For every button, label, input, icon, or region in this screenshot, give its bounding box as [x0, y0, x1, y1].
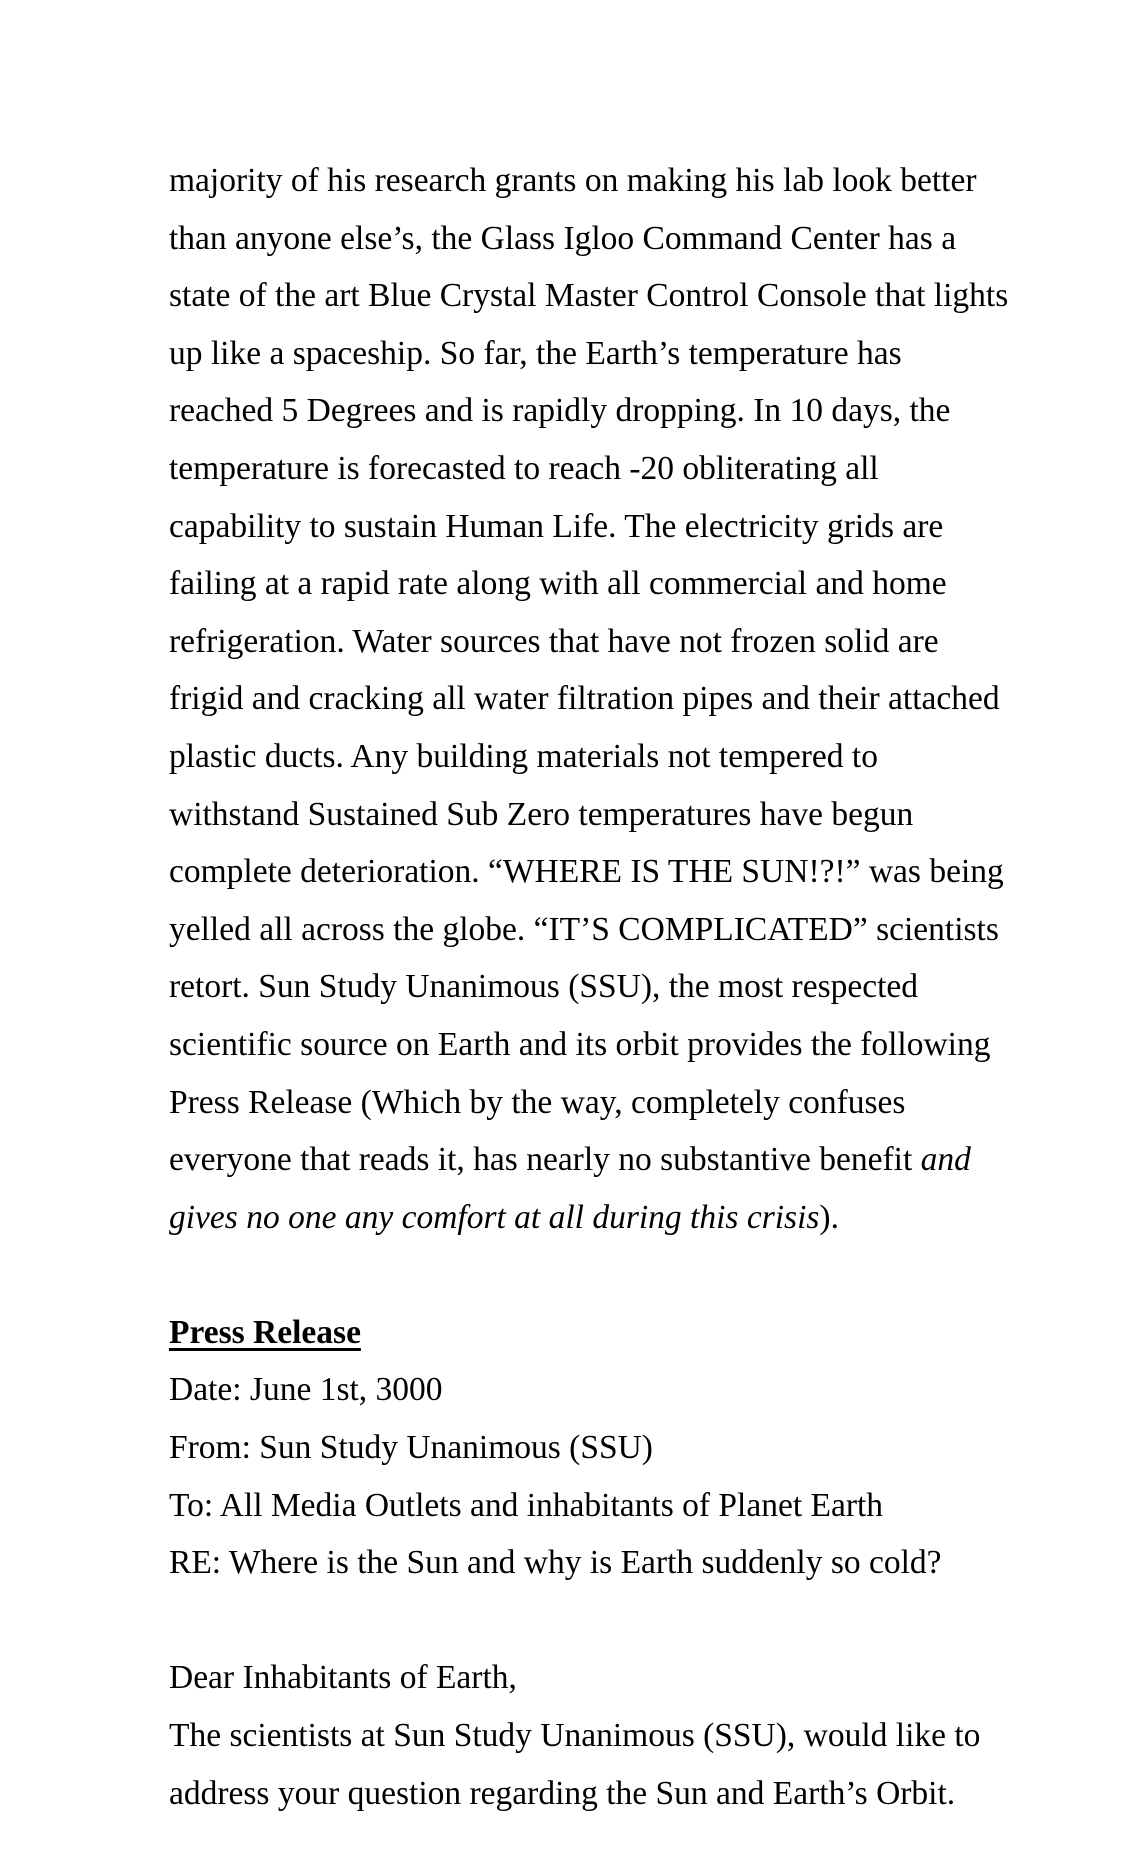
text-segment: failing at a rapid rate along with all commercial and home — [169, 565, 947, 603]
text-line — [169, 1246, 1029, 1304]
text-segment: up like a spaceship. So far, the Earth’s temperature has — [169, 334, 902, 372]
text-segment: everyone that reads it, has nearly no substantive benefit — [169, 1141, 921, 1179]
text-line — [169, 152, 1029, 210]
text-line — [169, 1304, 1029, 1362]
text-segment: address your question regarding the Sun and Earth’s Orbit. — [169, 1774, 956, 1812]
text-line — [169, 382, 1029, 440]
text-segment: state of the art Blue Crystal Master Control Console that lights — [169, 277, 1009, 315]
text-line — [169, 1707, 1029, 1765]
text-line — [169, 1016, 1029, 1074]
text-segment: scientific source on Earth and its orbit provides the following — [169, 1025, 991, 1063]
text-line — [169, 901, 1029, 959]
text-line — [169, 728, 1029, 786]
text-line — [169, 613, 1029, 671]
text-segment: Dear Inhabitants of Earth, — [169, 1659, 517, 1697]
text-segment: complete deterioration. “WHERE IS THE SUN!?!” was being — [169, 853, 1004, 891]
text-segment: temperature is forecasted to reach -20 obliterating all — [169, 449, 879, 487]
text-segment: The scientists at Sun Study Unanimous (SSU), would like to — [169, 1717, 981, 1755]
text-segment: plastic ducts. Any building materials not tempered to — [169, 737, 878, 775]
text-segment: gives no one any comfort at all during this crisis — [169, 1198, 820, 1236]
text-segment: Press Release — [169, 1313, 361, 1351]
text-segment: and — [920, 1141, 971, 1179]
text-line — [169, 1361, 1029, 1419]
text-line — [169, 958, 1029, 1016]
text-line — [169, 498, 1029, 556]
text-segment: capability to sustain Human Life. The electricity grids are — [169, 507, 944, 545]
text-segment: than anyone else’s, the Glass Igloo Command Center has a — [169, 219, 957, 257]
text-line — [169, 1534, 1029, 1592]
text-line — [169, 670, 1029, 728]
text-segment: frigid and cracking all water filtration pipes and their attached — [169, 680, 1000, 718]
text-segment: Press Release (Which by the way, completely confuses — [169, 1083, 906, 1121]
text-segment: majority of his research grants on making his lab look better — [169, 162, 977, 199]
text-line — [169, 1592, 1029, 1650]
text-line — [169, 267, 1029, 325]
text-segment: Date: June 1st, 3000 — [169, 1371, 443, 1409]
text-line — [169, 1765, 1029, 1823]
text-line — [169, 1074, 1029, 1132]
text-line — [169, 440, 1029, 498]
text-line — [169, 1131, 1029, 1189]
text-segment: RE: Where is the Sun and why is Earth suddenly so cold? — [169, 1544, 942, 1582]
text-line — [169, 1189, 1029, 1247]
text-segment: retort. Sun Study Unanimous (SSU), the most respected — [169, 968, 919, 1006]
text-segment: yelled all across the globe. “IT’S COMPLICATED” scientists — [169, 910, 999, 948]
text-line — [169, 555, 1029, 613]
text-line — [169, 325, 1029, 383]
text-line — [169, 1419, 1029, 1477]
text-segment: ). — [819, 1198, 839, 1236]
text-line — [169, 843, 1029, 901]
text-segment: withstand Sustained Sub Zero temperatures have begun — [169, 795, 914, 833]
text-segment: To: All Media Outlets and inhabitants of Planet Earth — [169, 1486, 884, 1524]
text-line — [169, 786, 1029, 844]
document-lines — [169, 152, 1029, 1822]
text-line — [169, 1477, 1029, 1535]
text-line — [169, 1649, 1029, 1707]
text-segment: reached 5 Degrees and is rapidly dropping. In 10 days, the — [169, 392, 951, 430]
text-line — [169, 210, 1029, 268]
text-segment: From: Sun Study Unanimous (SSU) — [169, 1429, 653, 1467]
text-segment: refrigeration. Water sources that have not frozen solid are — [169, 622, 939, 660]
